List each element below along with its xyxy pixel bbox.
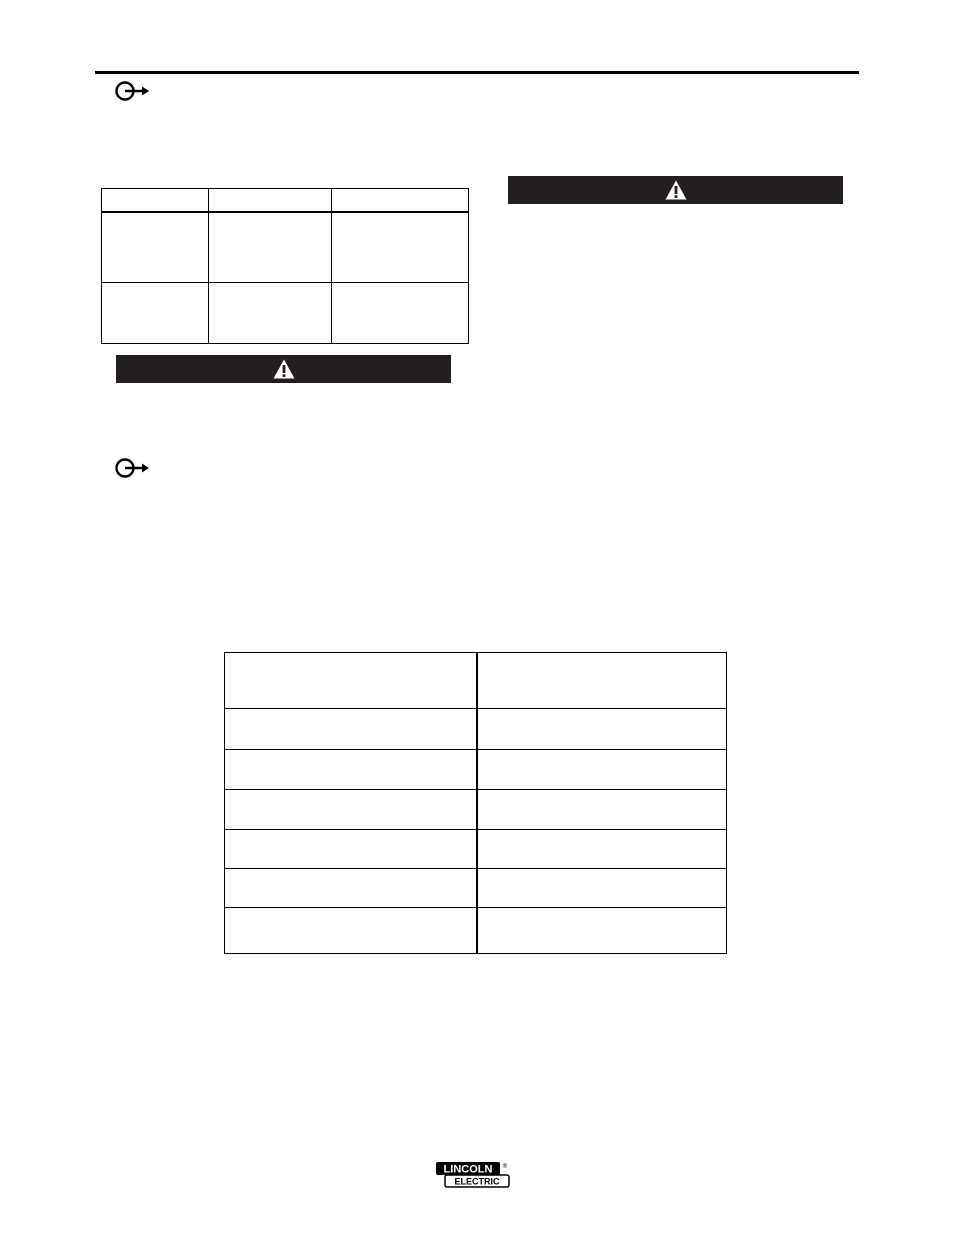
- circle-arrow-right-icon: [113, 455, 153, 483]
- small-table: [101, 188, 469, 344]
- large-table: [224, 652, 727, 954]
- table-column-divider: [331, 189, 332, 343]
- circle-arrow-right-icon: [113, 78, 153, 106]
- table-column-divider: [208, 189, 209, 343]
- lincoln-electric-logo: [435, 1161, 511, 1189]
- logo-line2: ELECTRIC: [454, 1176, 500, 1187]
- logo-line1: LINCOLN: [443, 1163, 493, 1176]
- header-rule: [95, 71, 859, 74]
- table-row-divider: [225, 907, 726, 908]
- table-column-divider: [476, 653, 478, 953]
- table-row-divider: [225, 749, 726, 750]
- table-header-divider: [102, 211, 468, 213]
- table-row-divider: [225, 789, 726, 790]
- table-row-divider: [225, 829, 726, 830]
- table-row-divider: [225, 868, 726, 869]
- warning-triangle-icon: [272, 358, 296, 380]
- table-row-divider: [102, 282, 468, 283]
- warning-triangle-icon: [664, 179, 688, 201]
- table-row-divider: [225, 708, 726, 709]
- warning-banner-right: [508, 176, 843, 204]
- warning-banner-left: [116, 355, 451, 383]
- logo-registered-mark: ®: [502, 1164, 508, 1170]
